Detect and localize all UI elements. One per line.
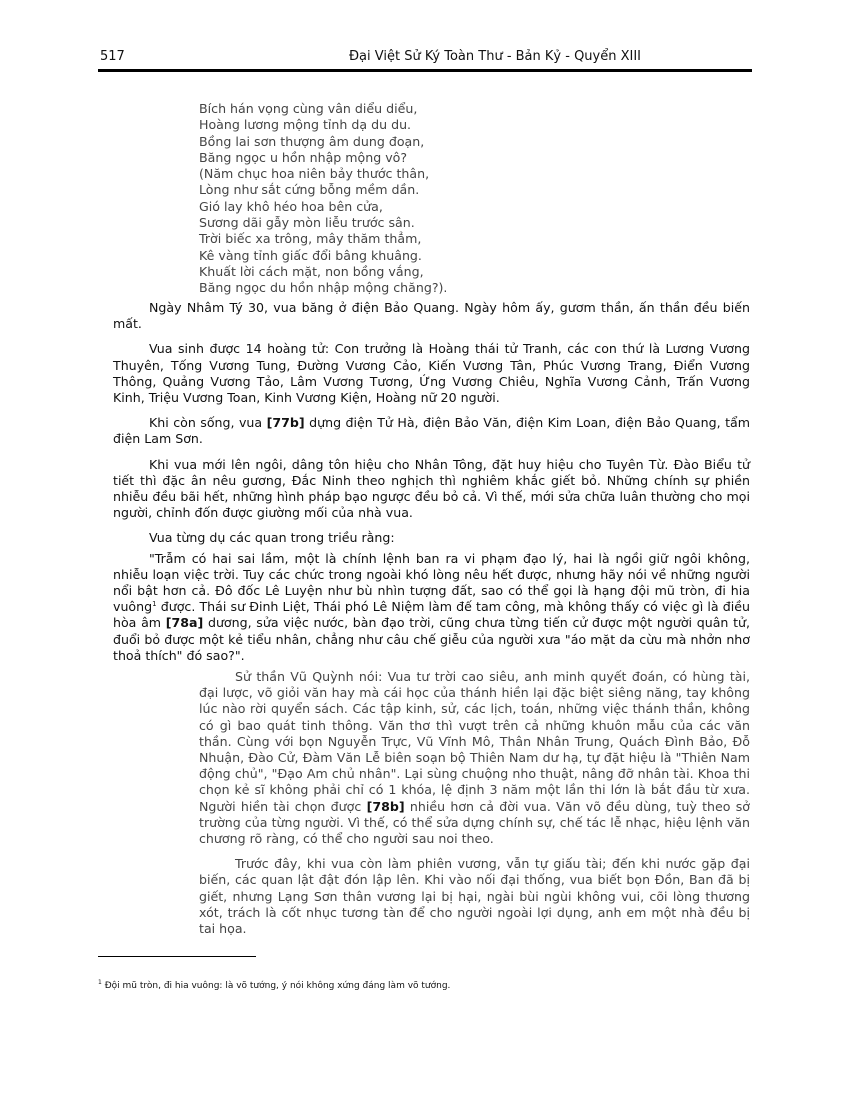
historian-commentary — [199, 669, 750, 946]
footnote-mark: 1 — [98, 979, 102, 986]
paragraph-edict-quote — [113, 551, 750, 664]
commentary-paragraph: Trước đây, khi vua còn làm phiên vương, vẫn tự giấu tài; đến khi nước gặp đại biến, các quan lật đật đón lập lên. Khi vào nối đại thống, vua biết bọn Đồn, Ban đã bị giết, nhưng Lạng Sơn thân vương lại bị hại, ngài bùi ngùi không vui, cõi lòng thương xót, trách là cốt nhục tương tàn để cho người ngoài lợi dụng, anh em một nhà đều bị tai họa. — [199, 856, 750, 937]
poem-line: Băng ngọc du hồn nhập mộng chăng?). — [199, 280, 448, 296]
poem-line: Hoàng lương mộng tỉnh dạ du du. — [199, 117, 412, 133]
poem-line: Gió lay khô héo hoa bên cửa, — [199, 198, 383, 214]
text-run: được. Thái sư Đinh Liệt, Thái phó Lê Niệm làm đế tam công, mà không thấy có việc gì là điều hòa âm — [113, 599, 750, 631]
poem-line: Trời biếc xa trông, mây thăm thẳm, — [199, 231, 422, 247]
poem-line: (Năm chục hoa niên bảy thước thân, — [199, 166, 430, 182]
poem-line: Lòng như sắt cứng bỗng mềm dần. — [199, 182, 420, 198]
folio-marker: [77b] — [266, 415, 305, 431]
footnote-reference: 1 — [152, 600, 157, 609]
poem-line: Khuất lời cách mặt, non bồng vắng, — [199, 263, 424, 279]
text-run: Sử thần Vũ Quỳnh nói: Vua tư trời cao siêu, anh minh quyết đoán, có hùng tài, đại lược, võ giỏi văn hay mà cái học của thánh hiền lại đặc biệt siêng năng, tay không lúc nào rời quyển sách. Các tập kinh, sử, các lịch, toán, những việc thánh thần, không có gì bao quát tinh thông. Văn thơ thì vượt trên cả những khuôn mẫu của các văn thần. Cùng với bọn Nguyễn Trực, Vũ Vĩnh Mô, Thân Nhân Trung, Quách Đình Bảo, Đỗ Nhuận, Đào Cử, Đàm Văn Lễ biên soạn bộ Thiên Nam dư hạ, tự đặt hiệu là "Thiên Nam động chủ", "Đạo Am chủ nhân". Lại sùng chuộng nho thuật, nâng đỡ nhân tài. Khoa thi chọn kẻ sĩ không phải chỉ có 1 khóa, lệ định 3 năm một lần thi lớn là bắt đầu từ xưa. Người hiền tài chọn được — [199, 669, 750, 814]
book-title: Đại Việt Sử Ký Toàn Thư - Bản Kỷ - Quyển XIII — [348, 49, 642, 64]
text-run: dựng điện Tử Hà, điện Bảo Văn, điện Kim Loan, điện Bảo Quang, tẩm điện Lam Sơn. — [113, 415, 750, 447]
header-rule — [98, 69, 752, 72]
text-run: dương, sửa việc nước, bàn đạo trời, cũng chưa từng tiến cử được một người quân tử, đuổi bỏ được một kẻ tiểu nhân, chẳng như câu chế giễu của người xưa "áo mặt da cừu mà nhởn nhơ thoả thích" đó sao?". — [113, 615, 750, 663]
footnote-text: Đội mũ tròn, đi hia vuông: là võ tướng, ý nói không xứng đáng làm võ tướng. — [101, 981, 451, 991]
poem-line: Kê vàng tỉnh giấc đổi bâng khuâng. — [199, 247, 422, 263]
poem-line: Băng ngọc u hồn nhập mộng vô? — [199, 149, 408, 165]
paragraph-palaces — [113, 415, 750, 447]
paragraph-edict-intro: Vua từng dụ các quan trong triều rằng: — [149, 530, 395, 546]
text-run: Khi còn sống, vua — [149, 415, 267, 431]
poem-line: Bích hán vọng cùng vân diểu diểu, — [199, 101, 418, 116]
page-header — [98, 48, 752, 68]
page-number: 517 — [100, 49, 125, 64]
poem-block — [199, 101, 619, 297]
footnote — [98, 980, 752, 992]
paragraph-accession: Khi vua mới lên ngôi, dâng tôn hiệu cho Nhân Tông, đặt huy hiệu cho Tuyên Từ. Đào Biểu tử tiết thì đặc ân nêu gương, Đắc Ninh theo nghịch thì nghiêm khắc giết bỏ. Những chính sự phiền nhiễu đều bãi hết, những hình pháp bạo ngược đều bỏ cả. Vì thế, mới sửa chữa luân thường cho mọi người, chỉnh đốn được giường mối của nhà vua. — [113, 456, 750, 521]
poem-line: Bồng lai sơn thượng âm dung đoạn, — [199, 133, 425, 149]
folio-marker: [78b] — [366, 798, 405, 814]
text-run: "Trẫm có hai sai lầm, một là chính lệnh ban ra vi phạm đạo lý, hai là ngồi giữ ngôi không, nhiễu loạn việc trời. Tuy các chức trong ngoài khó lòng nêu hết được, nhưng hãy nói về những người nổi bật hơn cả. Đô đốc Lê Luyện như bù nhìn tượng đất, sao có thể gọi là hạng đội mũ tròn, đi hia vuông — [113, 550, 750, 615]
main-text — [113, 300, 750, 673]
commentary-paragraph — [199, 669, 750, 847]
folio-marker: [78a] — [165, 615, 204, 631]
poem-line: Sương dãi gẫy mòn liễu trước sân. — [199, 215, 415, 231]
paragraph-death: Ngày Nhâm Tý 30, vua băng ở điện Bảo Quang. Ngày hôm ấy, gươm thần, ấn thần đều biến mất. — [113, 300, 750, 332]
text-run: nhiều hơn cả đời vua. Văn võ đều dùng, tuỳ theo sở trường của từng người. Vì thế, có thể sửa dựng chính sự, chế tác lễ nhạc, hiệu lệnh văn chương rõ ràng, có thể cho người sau noi theo. — [199, 798, 750, 847]
footnote-rule — [98, 956, 256, 957]
paragraph-children: Vua sinh được 14 hoàng tử: Con trưởng là Hoàng thái tử Tranh, các con thứ là Lương Vương Thuyên, Tống Vương Tung, Đường Vương Cảo, Kiến Vương Tân, Phúc Vương Trang, Điển Vương Thông, Quảng Vương Tảo, Lâm Vương Tương, Ứng Vương Chiêu, Nghĩa Vương Cảnh, Trấn Vương Kinh, Triệu Vương Toan, Kinh Vương Kiện, Hoàng nữ 20 người. — [113, 341, 750, 406]
